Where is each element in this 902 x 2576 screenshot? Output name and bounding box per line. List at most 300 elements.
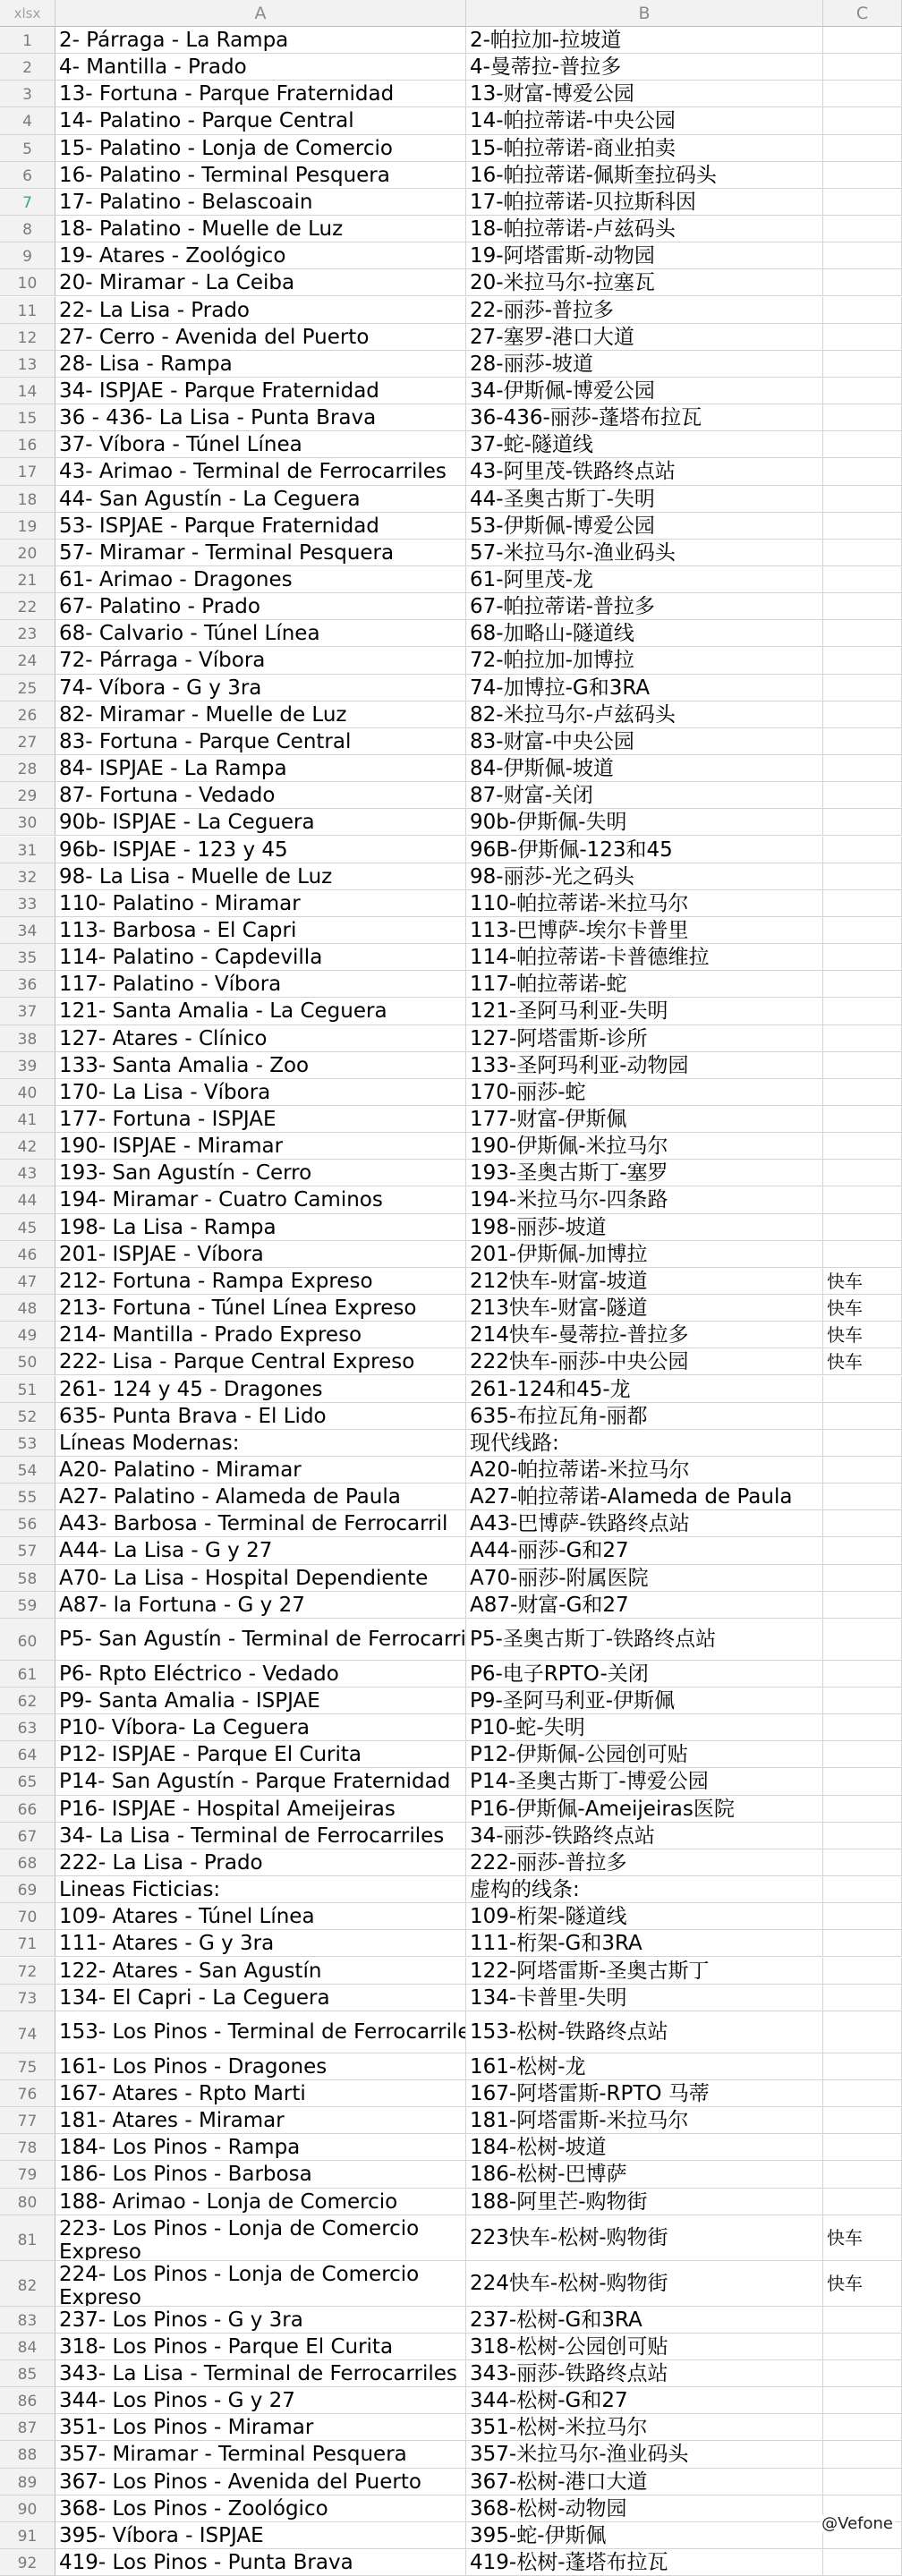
cell-a[interactable]: 237- Los Pinos - G y 3ra xyxy=(55,2307,466,2334)
cell-b[interactable]: 34-伊斯佩-博爱公园 xyxy=(466,378,823,404)
cell-a[interactable]: 34- La Lisa - Terminal de Ferrocarriles xyxy=(55,1823,466,1849)
cell-b[interactable]: 222快车-丽莎-中央公园 xyxy=(466,1348,823,1375)
cell-b[interactable]: 193-圣奥古斯丁-塞罗 xyxy=(466,1160,823,1186)
row-number[interactable]: 18 xyxy=(0,486,55,513)
cell-a[interactable]: 13- Fortuna - Parque Fraternidad xyxy=(55,81,466,107)
row-number[interactable]: 55 xyxy=(0,1484,55,1510)
cell-a[interactable]: 83- Fortuna - Parque Central xyxy=(55,728,466,755)
cell-b[interactable]: P6-电子RPTO-关闭 xyxy=(466,1661,823,1688)
cell-b[interactable]: A87-财富-G和27 xyxy=(466,1592,823,1619)
cell-c[interactable] xyxy=(823,269,902,296)
cell-b[interactable]: 67-帕拉蒂诺-普拉多 xyxy=(466,593,823,620)
row-number[interactable]: 85 xyxy=(0,2360,55,2387)
cell-a[interactable]: 82- Miramar - Muelle de Luz xyxy=(55,701,466,728)
row-number[interactable]: 30 xyxy=(0,809,55,836)
row-number[interactable]: 77 xyxy=(0,2107,55,2134)
cell-a[interactable]: P12- ISPJAE - Parque El Curita xyxy=(55,1741,466,1768)
cell-a[interactable]: 212- Fortuna - Rampa Expreso xyxy=(55,1268,466,1295)
cell-c[interactable] xyxy=(823,944,902,971)
row-number[interactable]: 23 xyxy=(0,620,55,647)
cell-a[interactable]: 177- Fortuna - ISPJAE xyxy=(55,1106,466,1133)
cell-c[interactable] xyxy=(823,1025,902,1052)
cell-b[interactable]: 261-124和45-龙 xyxy=(466,1376,823,1403)
cell-a[interactable]: A70- La Lisa - Hospital Dependiente xyxy=(55,1565,466,1592)
row-number[interactable]: 43 xyxy=(0,1160,55,1186)
row-number[interactable]: 75 xyxy=(0,2053,55,2080)
cell-a[interactable]: 181- Atares - Miramar xyxy=(55,2107,466,2134)
cell-a[interactable]: A43- Barbosa - Terminal de Ferrocarril xyxy=(55,1510,466,1537)
cell-c[interactable] xyxy=(823,324,902,351)
row-number[interactable]: 79 xyxy=(0,2161,55,2188)
row-number[interactable]: 63 xyxy=(0,1714,55,1741)
cell-c[interactable] xyxy=(823,1403,902,1430)
row-number[interactable]: 31 xyxy=(0,837,55,863)
cell-c[interactable] xyxy=(823,2414,902,2441)
cell-a[interactable]: 198- La Lisa - Rampa xyxy=(55,1214,466,1241)
cell-a[interactable]: 67- Palatino - Prado xyxy=(55,593,466,620)
cell-a[interactable]: 57- Miramar - Terminal Pesquera xyxy=(55,540,466,566)
row-number[interactable]: 7 xyxy=(0,189,55,216)
row-number[interactable]: 37 xyxy=(0,998,55,1024)
row-number[interactable]: 54 xyxy=(0,1457,55,1484)
cell-c[interactable] xyxy=(823,1985,902,2011)
cell-b[interactable]: P10-蛇-失明 xyxy=(466,1714,823,1741)
row-number[interactable]: 22 xyxy=(0,593,55,620)
row-number[interactable]: 50 xyxy=(0,1348,55,1375)
cell-a[interactable]: 14- Palatino - Parque Central xyxy=(55,107,466,134)
row-number[interactable]: 21 xyxy=(0,566,55,593)
cell-b[interactable]: 19-阿塔雷斯-动物园 xyxy=(466,242,823,269)
cell-b[interactable]: 121-圣阿马利亚-失明 xyxy=(466,998,823,1024)
cell-c[interactable] xyxy=(823,620,902,647)
cell-b[interactable]: 194-米拉马尔-四条路 xyxy=(466,1186,823,1213)
cell-b[interactable]: 133-圣阿玛利亚-动物园 xyxy=(466,1052,823,1079)
cell-b[interactable]: 18-帕拉蒂诺-卢兹码头 xyxy=(466,216,823,242)
cell-c[interactable] xyxy=(823,107,902,134)
row-number[interactable]: 73 xyxy=(0,1985,55,2011)
cell-c[interactable] xyxy=(823,189,902,216)
row-number[interactable]: 35 xyxy=(0,944,55,971)
cell-b[interactable]: 184-松树-坡道 xyxy=(466,2134,823,2161)
cell-a[interactable]: 213- Fortuna - Túnel Línea Expreso xyxy=(55,1295,466,1322)
cell-a[interactable]: A44- La Lisa - G y 27 xyxy=(55,1537,466,1564)
row-number[interactable]: 69 xyxy=(0,1876,55,1903)
cell-b[interactable]: 198-丽莎-坡道 xyxy=(466,1214,823,1241)
row-number[interactable]: 70 xyxy=(0,1903,55,1930)
cell-b[interactable]: 222-丽莎-普拉多 xyxy=(466,1849,823,1876)
cell-c[interactable] xyxy=(823,2549,902,2576)
row-number[interactable]: 3 xyxy=(0,81,55,107)
cell-b[interactable]: P14-圣奥古斯丁-博爱公园 xyxy=(466,1768,823,1795)
cell-c[interactable] xyxy=(823,2107,902,2134)
cell-a[interactable]: 127- Atares - Clínico xyxy=(55,1025,466,1052)
cell-b[interactable]: 36-436-丽莎-蓬塔布拉瓦 xyxy=(466,404,823,431)
cell-a[interactable]: 343- La Lisa - Terminal de Ferrocarriles xyxy=(55,2360,466,2387)
cell-a[interactable]: 28- Lisa - Rampa xyxy=(55,351,466,378)
cell-c[interactable] xyxy=(823,54,902,81)
cell-c[interactable] xyxy=(823,647,902,674)
cell-c[interactable] xyxy=(823,458,902,485)
row-number[interactable]: 52 xyxy=(0,1403,55,1430)
cell-b[interactable]: 109-桁架-隧道线 xyxy=(466,1903,823,1930)
cell-a[interactable]: 90b- ISPJAE - La Ceguera xyxy=(55,809,466,836)
row-number[interactable]: 1 xyxy=(0,27,55,54)
row-number[interactable]: 13 xyxy=(0,351,55,378)
cell-b[interactable]: 635-布拉瓦角-丽都 xyxy=(466,1403,823,1430)
row-number[interactable]: 42 xyxy=(0,1133,55,1160)
cell-c[interactable] xyxy=(823,1903,902,1930)
row-number[interactable]: 20 xyxy=(0,540,55,566)
sheet-corner[interactable]: xlsx xyxy=(0,0,55,27)
row-number[interactable]: 19 xyxy=(0,513,55,540)
cell-c[interactable] xyxy=(823,2441,902,2468)
cell-b[interactable]: A27-帕拉蒂诺-Alameda de Paula xyxy=(466,1484,823,1510)
cell-c[interactable] xyxy=(823,1849,902,1876)
cell-b[interactable]: 53-伊斯佩-博爱公园 xyxy=(466,513,823,540)
cell-b[interactable]: 57-米拉马尔-渔业码头 xyxy=(466,540,823,566)
cell-b[interactable]: P12-伊斯佩-公园创可贴 xyxy=(466,1741,823,1768)
cell-a[interactable]: 214- Mantilla - Prado Expreso xyxy=(55,1322,466,1348)
row-number[interactable]: 9 xyxy=(0,242,55,269)
cell-b[interactable]: 188-阿里芒-购物街 xyxy=(466,2189,823,2215)
cell-a[interactable]: 122- Atares - San Agustín xyxy=(55,1958,466,1985)
cell-a[interactable]: P5- San Agustín - Terminal de Ferrocarriles xyxy=(55,1619,466,1661)
cell-b[interactable]: 4-曼蒂拉-普拉多 xyxy=(466,54,823,81)
cell-b[interactable]: 201-伊斯佩-加博拉 xyxy=(466,1241,823,1268)
cell-b[interactable]: 90b-伊斯佩-失明 xyxy=(466,809,823,836)
row-number[interactable]: 90 xyxy=(0,2495,55,2522)
cell-b[interactable]: 223快车-松树-购物街 xyxy=(466,2215,823,2261)
cell-c[interactable] xyxy=(823,1133,902,1160)
cell-b[interactable]: 110-帕拉蒂诺-米拉马尔 xyxy=(466,890,823,917)
cell-c[interactable]: 快车 xyxy=(823,1295,902,1322)
cell-b[interactable]: 2-帕拉加-拉坡道 xyxy=(466,27,823,54)
row-number[interactable]: 32 xyxy=(0,863,55,890)
row-number[interactable]: 81 xyxy=(0,2215,55,2261)
cell-c[interactable] xyxy=(823,216,902,242)
cell-b[interactable]: 16-帕拉蒂诺-佩斯奎拉码头 xyxy=(466,162,823,189)
cell-c[interactable] xyxy=(823,2189,902,2215)
row-number[interactable]: 49 xyxy=(0,1322,55,1348)
row-number[interactable]: 38 xyxy=(0,1025,55,1052)
cell-a[interactable]: 74- Víbora - G y 3ra xyxy=(55,675,466,701)
row-number[interactable]: 41 xyxy=(0,1106,55,1133)
row-number[interactable]: 45 xyxy=(0,1214,55,1241)
cell-c[interactable] xyxy=(823,1186,902,1213)
cell-a[interactable]: 184- Los Pinos - Rampa xyxy=(55,2134,466,2161)
cell-a[interactable]: 201- ISPJAE - Víbora xyxy=(55,1241,466,1268)
cell-b[interactable]: 117-帕拉蒂诺-蛇 xyxy=(466,971,823,998)
cell-b[interactable]: 13-财富-博爱公园 xyxy=(466,81,823,107)
cell-b[interactable]: 87-财富-关闭 xyxy=(466,782,823,809)
cell-c[interactable] xyxy=(823,2134,902,2161)
row-number[interactable]: 62 xyxy=(0,1688,55,1714)
row-number[interactable]: 51 xyxy=(0,1376,55,1403)
cell-b[interactable]: 61-阿里茂-龙 xyxy=(466,566,823,593)
cell-a[interactable]: 109- Atares - Túnel Línea xyxy=(55,1903,466,1930)
cell-c[interactable] xyxy=(823,297,902,324)
row-number[interactable]: 17 xyxy=(0,458,55,485)
cell-c[interactable] xyxy=(823,2161,902,2188)
cell-a[interactable]: P9- Santa Amalia - ISPJAE xyxy=(55,1688,466,1714)
row-number[interactable]: 48 xyxy=(0,1295,55,1322)
row-number[interactable]: 12 xyxy=(0,324,55,351)
cell-b[interactable]: 367-松树-港口大道 xyxy=(466,2469,823,2495)
cell-a[interactable]: 72- Párraga - Víbora xyxy=(55,647,466,674)
cell-c[interactable] xyxy=(823,540,902,566)
cell-c[interactable]: 快车 xyxy=(823,2261,902,2307)
cell-b[interactable]: 368-松树-动物园 xyxy=(466,2495,823,2522)
row-number[interactable]: 74 xyxy=(0,2011,55,2053)
cell-c[interactable] xyxy=(823,1510,902,1537)
cell-c[interactable] xyxy=(823,1714,902,1741)
cell-c[interactable] xyxy=(823,513,902,540)
cell-c[interactable] xyxy=(823,1958,902,1985)
cell-b[interactable]: 20-米拉马尔-拉塞瓦 xyxy=(466,269,823,296)
cell-a[interactable]: 114- Palatino - Capdevilla xyxy=(55,944,466,971)
cell-c[interactable] xyxy=(823,675,902,701)
cell-c[interactable] xyxy=(823,1079,902,1106)
cell-b[interactable]: 74-加博拉-G和3RA xyxy=(466,675,823,701)
row-number[interactable]: 88 xyxy=(0,2441,55,2468)
cell-c[interactable] xyxy=(823,1619,902,1661)
cell-c[interactable] xyxy=(823,2334,902,2360)
cell-c[interactable] xyxy=(823,1592,902,1619)
row-number[interactable]: 5 xyxy=(0,135,55,162)
cell-a[interactable]: 167- Atares - Rpto Marti xyxy=(55,2080,466,2107)
row-number[interactable]: 15 xyxy=(0,404,55,431)
cell-c[interactable] xyxy=(823,701,902,728)
cell-b[interactable]: 357-米拉马尔-渔业码头 xyxy=(466,2441,823,2468)
cell-c[interactable] xyxy=(823,351,902,378)
cell-b[interactable]: 351-松树-米拉马尔 xyxy=(466,2414,823,2441)
row-number[interactable]: 2 xyxy=(0,54,55,81)
cell-b[interactable]: 122-阿塔雷斯-圣奥古斯丁 xyxy=(466,1958,823,1985)
row-number[interactable]: 4 xyxy=(0,107,55,134)
cell-c[interactable] xyxy=(823,378,902,404)
row-number[interactable]: 36 xyxy=(0,971,55,998)
cell-a[interactable]: 4- Mantilla - Prado xyxy=(55,54,466,81)
row-number[interactable]: 78 xyxy=(0,2134,55,2161)
row-number[interactable]: 24 xyxy=(0,647,55,674)
row-number[interactable]: 8 xyxy=(0,216,55,242)
cell-a[interactable]: 27- Cerro - Avenida del Puerto xyxy=(55,324,466,351)
cell-a[interactable]: P6- Rpto Eléctrico - Vedado xyxy=(55,1661,466,1688)
cell-a[interactable]: 194- Miramar - Cuatro Caminos xyxy=(55,1186,466,1213)
cell-a[interactable]: 37- Víbora - Túnel Línea xyxy=(55,431,466,458)
cell-c[interactable] xyxy=(823,1661,902,1688)
cell-a[interactable]: A27- Palatino - Alameda de Paula xyxy=(55,1484,466,1510)
cell-b[interactable]: 237-松树-G和3RA xyxy=(466,2307,823,2334)
row-number[interactable]: 27 xyxy=(0,728,55,755)
row-number[interactable]: 26 xyxy=(0,701,55,728)
cell-c[interactable] xyxy=(823,431,902,458)
cell-a[interactable]: 153- Los Pinos - Terminal de Ferrocarriles xyxy=(55,2011,466,2053)
cell-b[interactable]: 现代线路: xyxy=(466,1430,823,1457)
cell-a[interactable]: 20- Miramar - La Ceiba xyxy=(55,269,466,296)
cell-a[interactable]: 98- La Lisa - Muelle de Luz xyxy=(55,863,466,890)
cell-c[interactable] xyxy=(823,755,902,782)
row-number[interactable]: 86 xyxy=(0,2387,55,2414)
cell-a[interactable]: 15- Palatino - Lonja de Comercio xyxy=(55,135,466,162)
cell-a[interactable]: 19- Atares - Zoológico xyxy=(55,242,466,269)
cell-b[interactable]: 68-加略山-隧道线 xyxy=(466,620,823,647)
cell-a[interactable]: 43- Arimao - Terminal de Ferrocarriles xyxy=(55,458,466,485)
cell-c[interactable] xyxy=(823,566,902,593)
cell-a[interactable]: 87- Fortuna - Vedado xyxy=(55,782,466,809)
cell-b[interactable]: 72-帕拉加-加博拉 xyxy=(466,647,823,674)
cell-a[interactable]: 44- San Agustín - La Ceguera xyxy=(55,486,466,513)
cell-c[interactable] xyxy=(823,2307,902,2334)
cell-c[interactable] xyxy=(823,81,902,107)
row-number[interactable]: 11 xyxy=(0,297,55,324)
row-number[interactable]: 34 xyxy=(0,917,55,944)
cell-a[interactable]: 190- ISPJAE - Miramar xyxy=(55,1133,466,1160)
cell-c[interactable] xyxy=(823,1376,902,1403)
cell-b[interactable]: 98-丽莎-光之码头 xyxy=(466,863,823,890)
cell-a[interactable]: 134- El Capri - La Ceguera xyxy=(55,1985,466,2011)
cell-a[interactable]: 161- Los Pinos - Dragones xyxy=(55,2053,466,2080)
cell-c[interactable] xyxy=(823,593,902,620)
cell-c[interactable]: 快车 xyxy=(823,2215,902,2261)
cell-c[interactable]: 快车 xyxy=(823,1322,902,1348)
cell-b[interactable]: 177-财富-伊斯佩 xyxy=(466,1106,823,1133)
cell-c[interactable] xyxy=(823,971,902,998)
cell-b[interactable]: 111-桁架-G和3RA xyxy=(466,1930,823,1957)
row-number[interactable]: 67 xyxy=(0,1823,55,1849)
cell-b[interactable]: 224快车-松树-购物街 xyxy=(466,2261,823,2307)
cell-b[interactable]: 167-阿塔雷斯-RPTO 马蒂 xyxy=(466,2080,823,2107)
cell-a[interactable]: 222- Lisa - Parque Central Expreso xyxy=(55,1348,466,1375)
cell-b[interactable]: 343-丽莎-铁路终点站 xyxy=(466,2360,823,2387)
cell-b[interactable]: 96B-伊斯佩-123和45 xyxy=(466,837,823,863)
cell-c[interactable] xyxy=(823,1930,902,1957)
cell-b[interactable]: 181-阿塔雷斯-米拉马尔 xyxy=(466,2107,823,2134)
cell-c[interactable] xyxy=(823,1106,902,1133)
cell-c[interactable] xyxy=(823,782,902,809)
cell-a[interactable]: 357- Miramar - Terminal Pesquera xyxy=(55,2441,466,2468)
cell-a[interactable]: 113- Barbosa - El Capri xyxy=(55,917,466,944)
cell-b[interactable]: 44-圣奥古斯丁-失明 xyxy=(466,486,823,513)
cell-c[interactable] xyxy=(823,998,902,1024)
cell-a[interactable]: 419- Los Pinos - Punta Brava xyxy=(55,2549,466,2576)
cell-b[interactable]: P16-伊斯佩-Ameijeiras医院 xyxy=(466,1796,823,1823)
row-number[interactable]: 92 xyxy=(0,2549,55,2576)
cell-b[interactable]: 318-松树-公园创可贴 xyxy=(466,2334,823,2360)
cell-b[interactable]: 213快车-财富-隧道 xyxy=(466,1295,823,1322)
cell-c[interactable] xyxy=(823,809,902,836)
cell-c[interactable] xyxy=(823,863,902,890)
row-number[interactable]: 58 xyxy=(0,1565,55,1592)
cell-b[interactable]: 14-帕拉蒂诺-中央公园 xyxy=(466,107,823,134)
cell-c[interactable] xyxy=(823,162,902,189)
cell-a[interactable]: 36 - 436- La Lisa - Punta Brava xyxy=(55,404,466,431)
cell-a[interactable]: 121- Santa Amalia - La Ceguera xyxy=(55,998,466,1024)
cell-b[interactable]: 419-松树-蓬塔布拉瓦 xyxy=(466,2549,823,2576)
cell-c[interactable] xyxy=(823,27,902,54)
cell-a[interactable]: 17- Palatino - Belascoain xyxy=(55,189,466,216)
cell-a[interactable]: 170- La Lisa - Víbora xyxy=(55,1079,466,1106)
row-number[interactable]: 72 xyxy=(0,1958,55,1985)
cell-b[interactable]: A20-帕拉蒂诺-米拉马尔 xyxy=(466,1457,823,1484)
cell-c[interactable] xyxy=(823,837,902,863)
cell-a[interactable]: 318- Los Pinos - Parque El Curita xyxy=(55,2334,466,2360)
cell-c[interactable] xyxy=(823,135,902,162)
cell-b[interactable]: 37-蛇-隧道线 xyxy=(466,431,823,458)
cell-c[interactable]: 快车 xyxy=(823,1348,902,1375)
cell-b[interactable]: 27-塞罗-港口大道 xyxy=(466,324,823,351)
cell-a[interactable]: 61- Arimao - Dragones xyxy=(55,566,466,593)
cell-b[interactable]: 43-阿里茂-铁路终点站 xyxy=(466,458,823,485)
cell-c[interactable] xyxy=(823,2469,902,2495)
row-number[interactable]: 87 xyxy=(0,2414,55,2441)
cell-b[interactable]: 34-丽莎-铁路终点站 xyxy=(466,1823,823,1849)
row-number[interactable]: 16 xyxy=(0,431,55,458)
cell-b[interactable]: 395-蛇-伊斯佩 xyxy=(466,2522,823,2549)
cell-c[interactable] xyxy=(823,486,902,513)
cell-c[interactable] xyxy=(823,404,902,431)
row-number[interactable]: 56 xyxy=(0,1510,55,1537)
cell-a[interactable]: 53- ISPJAE - Parque Fraternidad xyxy=(55,513,466,540)
row-number[interactable]: 40 xyxy=(0,1079,55,1106)
cell-a[interactable]: P14- San Agustín - Parque Fraternidad xyxy=(55,1768,466,1795)
row-number[interactable]: 47 xyxy=(0,1268,55,1295)
cell-b[interactable]: P9-圣阿马利亚-伊斯佩 xyxy=(466,1688,823,1714)
row-number[interactable]: 28 xyxy=(0,755,55,782)
cell-a[interactable]: 222- La Lisa - Prado xyxy=(55,1849,466,1876)
cell-b[interactable]: 虚构的线条: xyxy=(466,1876,823,1903)
cell-a[interactable]: 224- Los Pinos - Lonja de Comercio Expreso xyxy=(55,2261,466,2307)
cell-a[interactable]: 68- Calvario - Túnel Línea xyxy=(55,620,466,647)
cell-a[interactable]: 111- Atares - G y 3ra xyxy=(55,1930,466,1957)
cell-b[interactable]: 84-伊斯佩-坡道 xyxy=(466,755,823,782)
cell-a[interactable]: 34- ISPJAE - Parque Fraternidad xyxy=(55,378,466,404)
cell-a[interactable]: 16- Palatino - Terminal Pesquera xyxy=(55,162,466,189)
cell-c[interactable] xyxy=(823,1160,902,1186)
row-number[interactable]: 60 xyxy=(0,1619,55,1661)
cell-b[interactable]: A70-丽莎-附属医院 xyxy=(466,1565,823,1592)
cell-b[interactable]: A44-丽莎-G和27 xyxy=(466,1537,823,1564)
cell-b[interactable]: 214快车-曼蒂拉-普拉多 xyxy=(466,1322,823,1348)
cell-c[interactable] xyxy=(823,1876,902,1903)
cell-b[interactable]: 153-松树-铁路终点站 xyxy=(466,2011,823,2053)
column-header-c[interactable]: C xyxy=(823,0,902,27)
cell-a[interactable]: 351- Los Pinos - Miramar xyxy=(55,2414,466,2441)
cell-c[interactable] xyxy=(823,2360,902,2387)
cell-c[interactable] xyxy=(823,1768,902,1795)
cell-b[interactable]: 134-卡普里-失明 xyxy=(466,1985,823,2011)
cell-a[interactable]: 22- La Lisa - Prado xyxy=(55,297,466,324)
cell-a[interactable]: 2- Párraga - La Rampa xyxy=(55,27,466,54)
cell-c[interactable] xyxy=(823,1484,902,1510)
row-number[interactable]: 68 xyxy=(0,1849,55,1876)
cell-a[interactable]: 368- Los Pinos - Zoológico xyxy=(55,2495,466,2522)
cell-c[interactable] xyxy=(823,1430,902,1457)
cell-a[interactable]: 635- Punta Brava - El Lido xyxy=(55,1403,466,1430)
cell-b[interactable]: 15-帕拉蒂诺-商业拍卖 xyxy=(466,135,823,162)
cell-a[interactable]: 96b- ISPJAE - 123 y 45 xyxy=(55,837,466,863)
cell-b[interactable]: P5-圣奥古斯丁-铁路终点站 xyxy=(466,1619,823,1661)
cell-a[interactable]: 367- Los Pinos - Avenida del Puerto xyxy=(55,2469,466,2495)
row-number[interactable]: 10 xyxy=(0,269,55,296)
cell-b[interactable]: 170-丽莎-蛇 xyxy=(466,1079,823,1106)
cell-a[interactable]: P10- Víbora- La Ceguera xyxy=(55,1714,466,1741)
cell-c[interactable] xyxy=(823,1241,902,1268)
row-number[interactable]: 46 xyxy=(0,1241,55,1268)
row-number[interactable]: 57 xyxy=(0,1537,55,1564)
cell-c[interactable] xyxy=(823,917,902,944)
cell-c[interactable] xyxy=(823,1796,902,1823)
